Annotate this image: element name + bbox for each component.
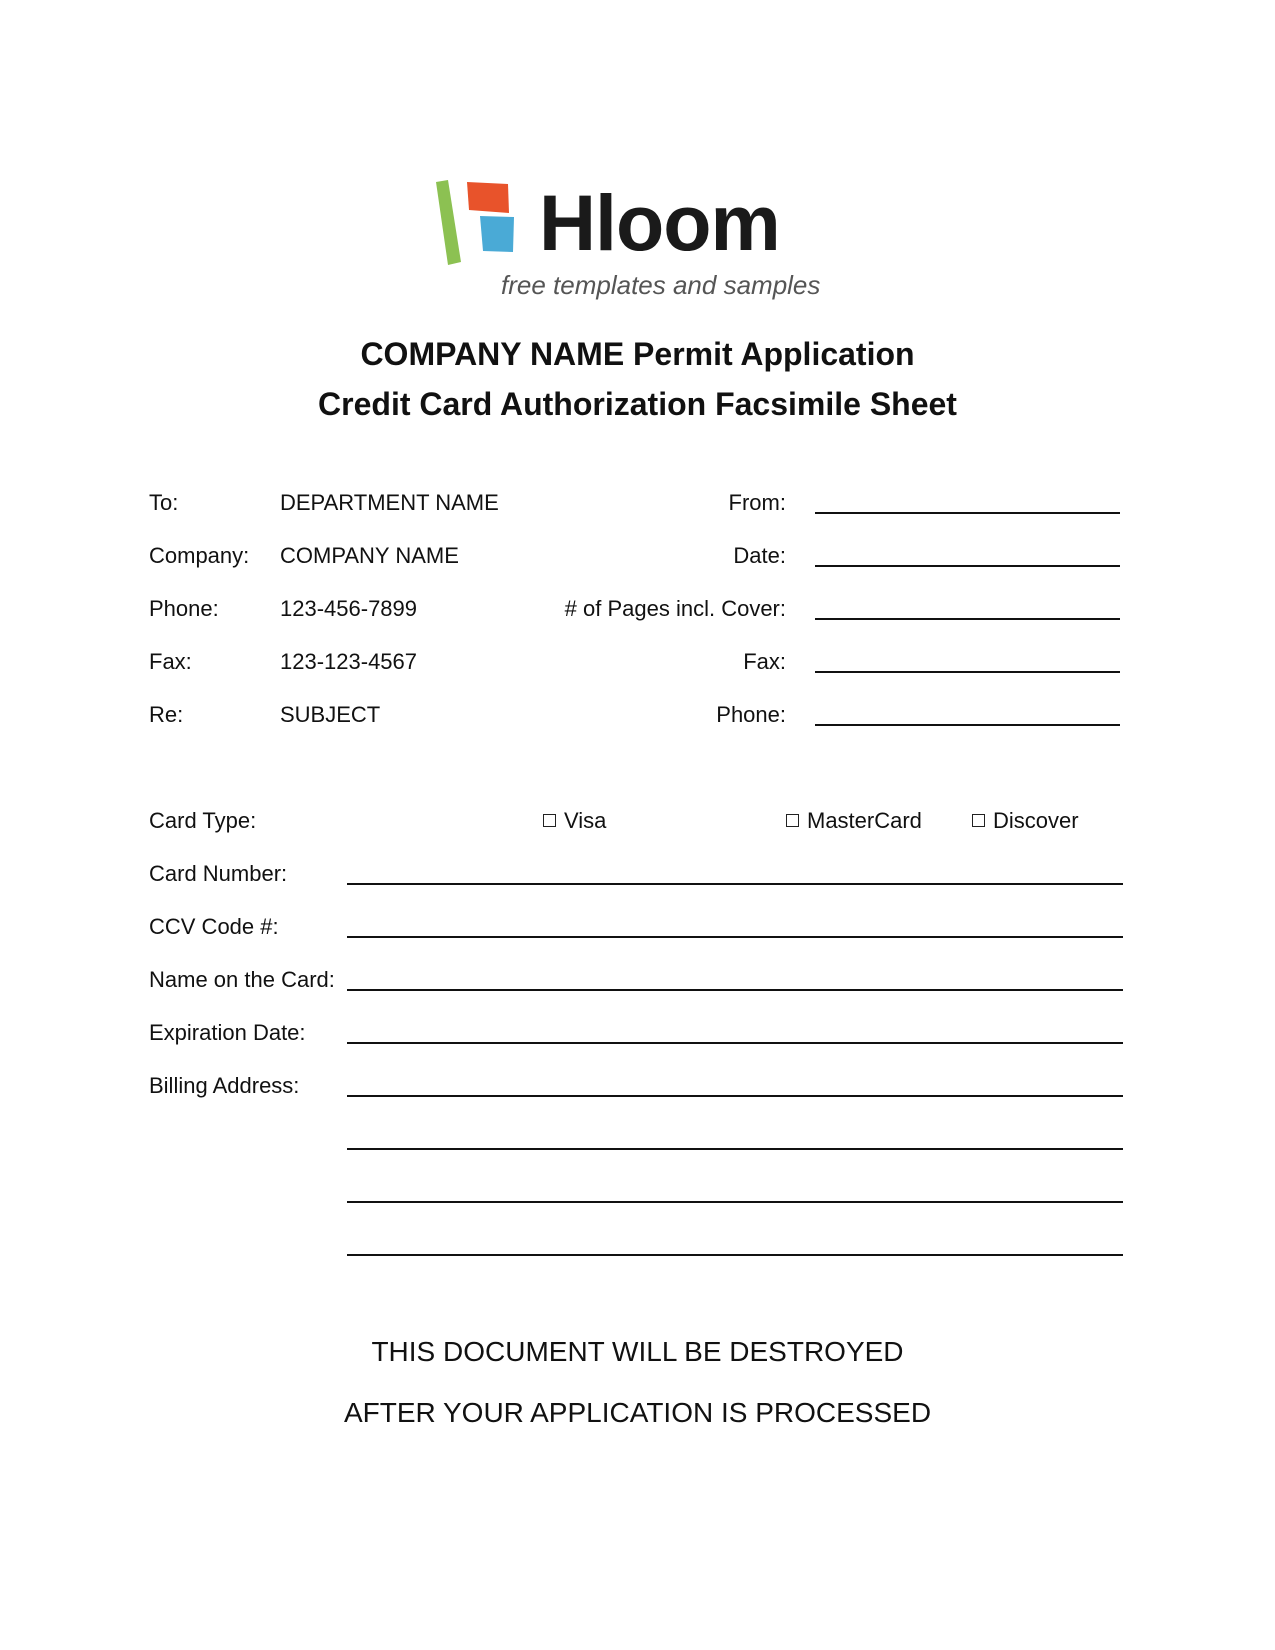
from-phone-label: Phone: [716, 702, 786, 727]
ccv-field[interactable] [347, 936, 1123, 938]
phone-label: Phone: [149, 596, 219, 621]
name-on-card-label: Name on the Card: [149, 967, 335, 992]
page-subtitle: Credit Card Authorization Facsimile Sheet [318, 386, 957, 422]
card-number-field[interactable] [347, 883, 1123, 885]
logo-wordmark: Hloom [539, 178, 780, 267]
card-type-label: Card Type: [149, 808, 257, 833]
expiration-date-field[interactable] [347, 1042, 1123, 1044]
mastercard-option[interactable] [786, 808, 922, 834]
discover-label: Discover [993, 808, 1079, 833]
pages-field[interactable] [815, 618, 1120, 620]
from-phone-field[interactable] [815, 724, 1120, 726]
billing-address-line-3[interactable] [347, 1201, 1123, 1203]
date-field[interactable] [815, 565, 1120, 567]
checkbox-icon[interactable] [786, 814, 799, 827]
card-number-label: Card Number: [149, 861, 288, 886]
discover-option[interactable] [972, 808, 1079, 834]
company-value: COMPANY NAME [280, 543, 459, 568]
mastercard-label: MasterCard [807, 808, 922, 833]
phone-value: 123-456-7899 [280, 596, 418, 621]
visa-option[interactable] [543, 808, 606, 834]
page-title: COMPANY NAME Permit Application [360, 336, 915, 372]
name-on-card-field[interactable] [347, 989, 1123, 991]
notice-line-2: AFTER YOUR APPLICATION IS PROCESSED [343, 1397, 932, 1428]
fax-value: 123-123-4567 [280, 649, 418, 674]
from-fax-field[interactable] [815, 671, 1120, 673]
date-label: Date: [733, 543, 786, 568]
billing-address-label: Billing Address: [149, 1073, 300, 1098]
company-label: Company: [149, 543, 250, 568]
from-field[interactable] [815, 512, 1120, 514]
re-value: SUBJECT [280, 702, 381, 727]
logo-tagline: free templates and samples [501, 270, 821, 300]
hloom-logo-mark-icon [436, 180, 531, 270]
hloom-logo [436, 180, 846, 310]
to-value: DEPARTMENT NAME [280, 490, 499, 515]
ccv-label: CCV Code #: [149, 914, 279, 939]
from-label: From: [728, 490, 786, 515]
billing-address-line-4[interactable] [347, 1254, 1123, 1256]
billing-address-line-1[interactable] [347, 1095, 1123, 1097]
fax-label: Fax: [149, 649, 192, 674]
checkbox-icon[interactable] [972, 814, 985, 827]
checkbox-icon[interactable] [543, 814, 556, 827]
visa-label: Visa [564, 808, 607, 833]
to-label: To: [149, 490, 179, 515]
from-fax-label: Fax: [743, 649, 786, 674]
billing-address-line-2[interactable] [347, 1148, 1123, 1150]
re-label: Re: [149, 702, 184, 727]
notice-line-1: THIS DOCUMENT WILL BE DESTROYED [371, 1336, 904, 1367]
expiration-date-label: Expiration Date: [149, 1020, 306, 1045]
pages-label: # of Pages incl. Cover: [564, 596, 786, 621]
